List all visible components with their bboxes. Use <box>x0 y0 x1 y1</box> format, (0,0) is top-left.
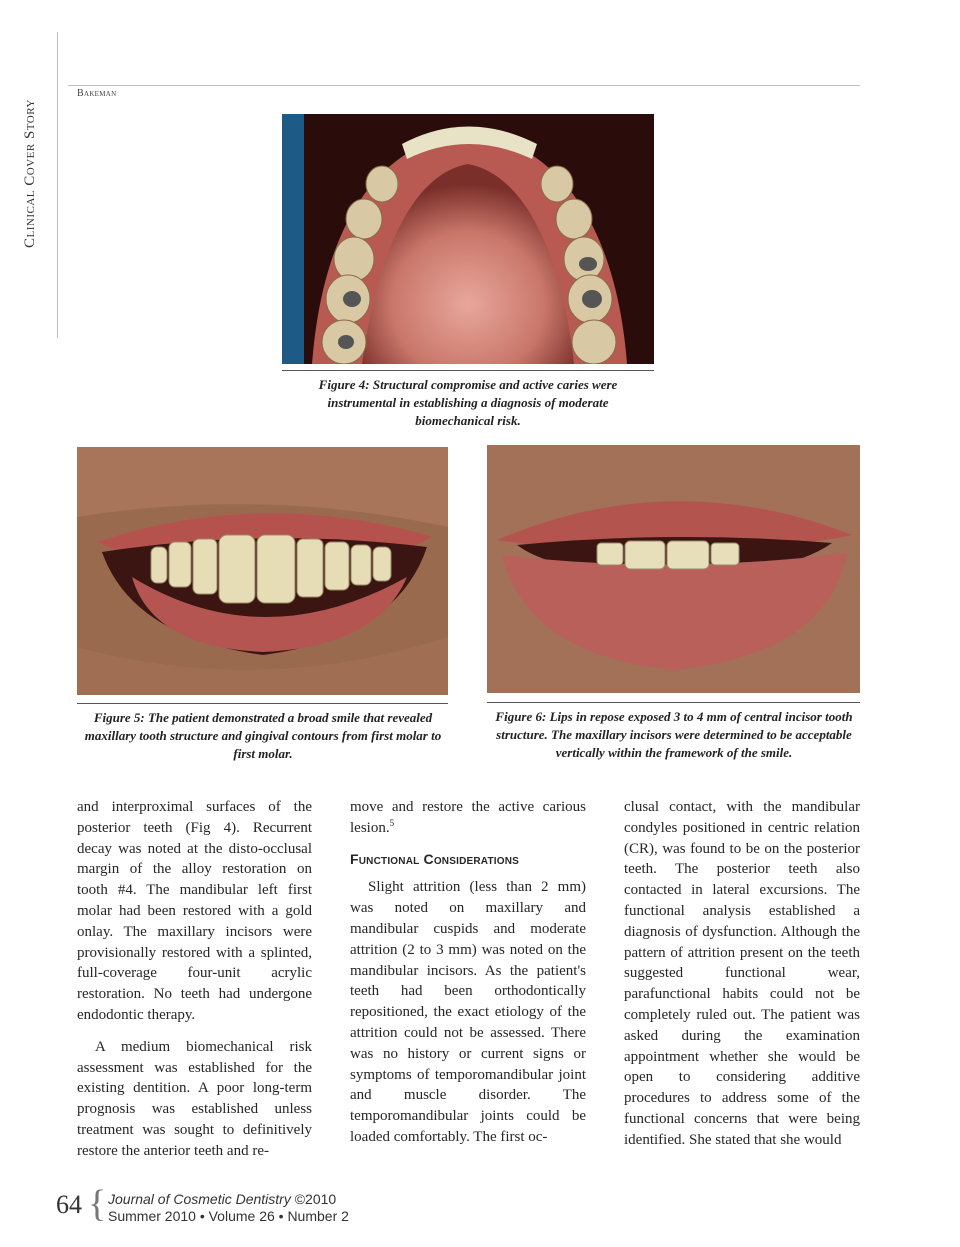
header-rule <box>68 85 860 86</box>
paragraph <box>350 797 586 839</box>
figure-6-caption: Figure 6: Lips in repose exposed 3 to 4 mm of central incisor tooth structure. The maxillary incisors were determined to be acceptable vertically within the framework of the smile. <box>495 709 853 760</box>
footer-brace: { <box>88 1183 107 1225</box>
issue-info: Summer 2010 • Volume 26 • Number 2 <box>108 1208 349 1224</box>
body-column-2 <box>350 797 586 1148</box>
paragraph: and interproximal surfaces of the posterior teeth (Fig 4). Recurrent decay was noted at the disto-occlusal margin of the alloy restoration on tooth #4. The mandibular left first molar had been restored with a gold onlay. The maxillary incisors were provisionally restored with a splinted, full-coverage four-unit acrylic restoration. No teeth had undergone endodontic therapy. <box>77 799 312 1023</box>
author-running-head: Bakeman <box>77 88 117 99</box>
paragraph: A medium biomechanical risk assessment was established for the existing dentition. A poor long-term prognosis was established unless treatment was sought to definitively restore the anterior teeth and re- <box>77 1038 312 1159</box>
section-label: Clinical Cover Story <box>22 99 38 248</box>
figure-4-caption-rule <box>282 370 654 371</box>
page-number: 64 <box>56 1190 82 1219</box>
section-heading: Functional Considerations <box>350 850 520 867</box>
journal-title: Journal of Cosmetic Dentistry <box>108 1191 291 1207</box>
paragraph-text: move and restore the active carious lesion. <box>350 799 586 836</box>
figure-4-photo <box>282 114 654 364</box>
copyright: ©2010 <box>294 1191 337 1207</box>
figure-6-photo <box>487 445 860 693</box>
reference-marker: 5 <box>389 817 395 828</box>
figure-5-photo <box>77 447 448 695</box>
body-column-3 <box>624 797 860 1151</box>
figure-5-caption-rule <box>77 703 448 704</box>
paragraph: clusal contact, with the mandibular condyles positioned in centric relation (CR), was found to be on the posterior teeth. The posterior teeth also contacted in lateral excursions. The functional analysis established a diagnosis of dysfunction. Although the pattern of attrition present on the teeth suggested functional wear, parafunctional habits could not be completely ruled out. The patient was asked during the examination appointment whether she would be open to considering additive procedures to address some of the functional concerns that were being identified. She stated that she would <box>624 799 860 1148</box>
body-column-1 <box>77 797 312 1162</box>
figure-4-caption: Figure 4: Structural compromise and active caries were instrumental in establishing a diagnosis of moderate biomechanical risk. <box>318 377 618 428</box>
side-rule <box>57 32 58 338</box>
figure-6-caption-rule <box>487 702 860 703</box>
paragraph: Slight attrition (less than 2 mm) was noted on maxillary and mandibular cuspids and moderate attrition (2 to 3 mm) was noted on the mandibular incisors. As the patient's teeth had been orthodontically repositioned, the exact etiology of the attrition could not be assessed. There was no history or current signs or symptoms of temporomandibular joint and muscle disorder. The temporomandibular joints could be loaded comfortably. The first oc- <box>350 879 586 1145</box>
journal-citation <box>108 1191 349 1225</box>
figure-5-caption: Figure 5: The patient demonstrated a broad smile that revealed maxillary tooth structure and gingival contours from first molar to first molar. <box>84 710 442 761</box>
